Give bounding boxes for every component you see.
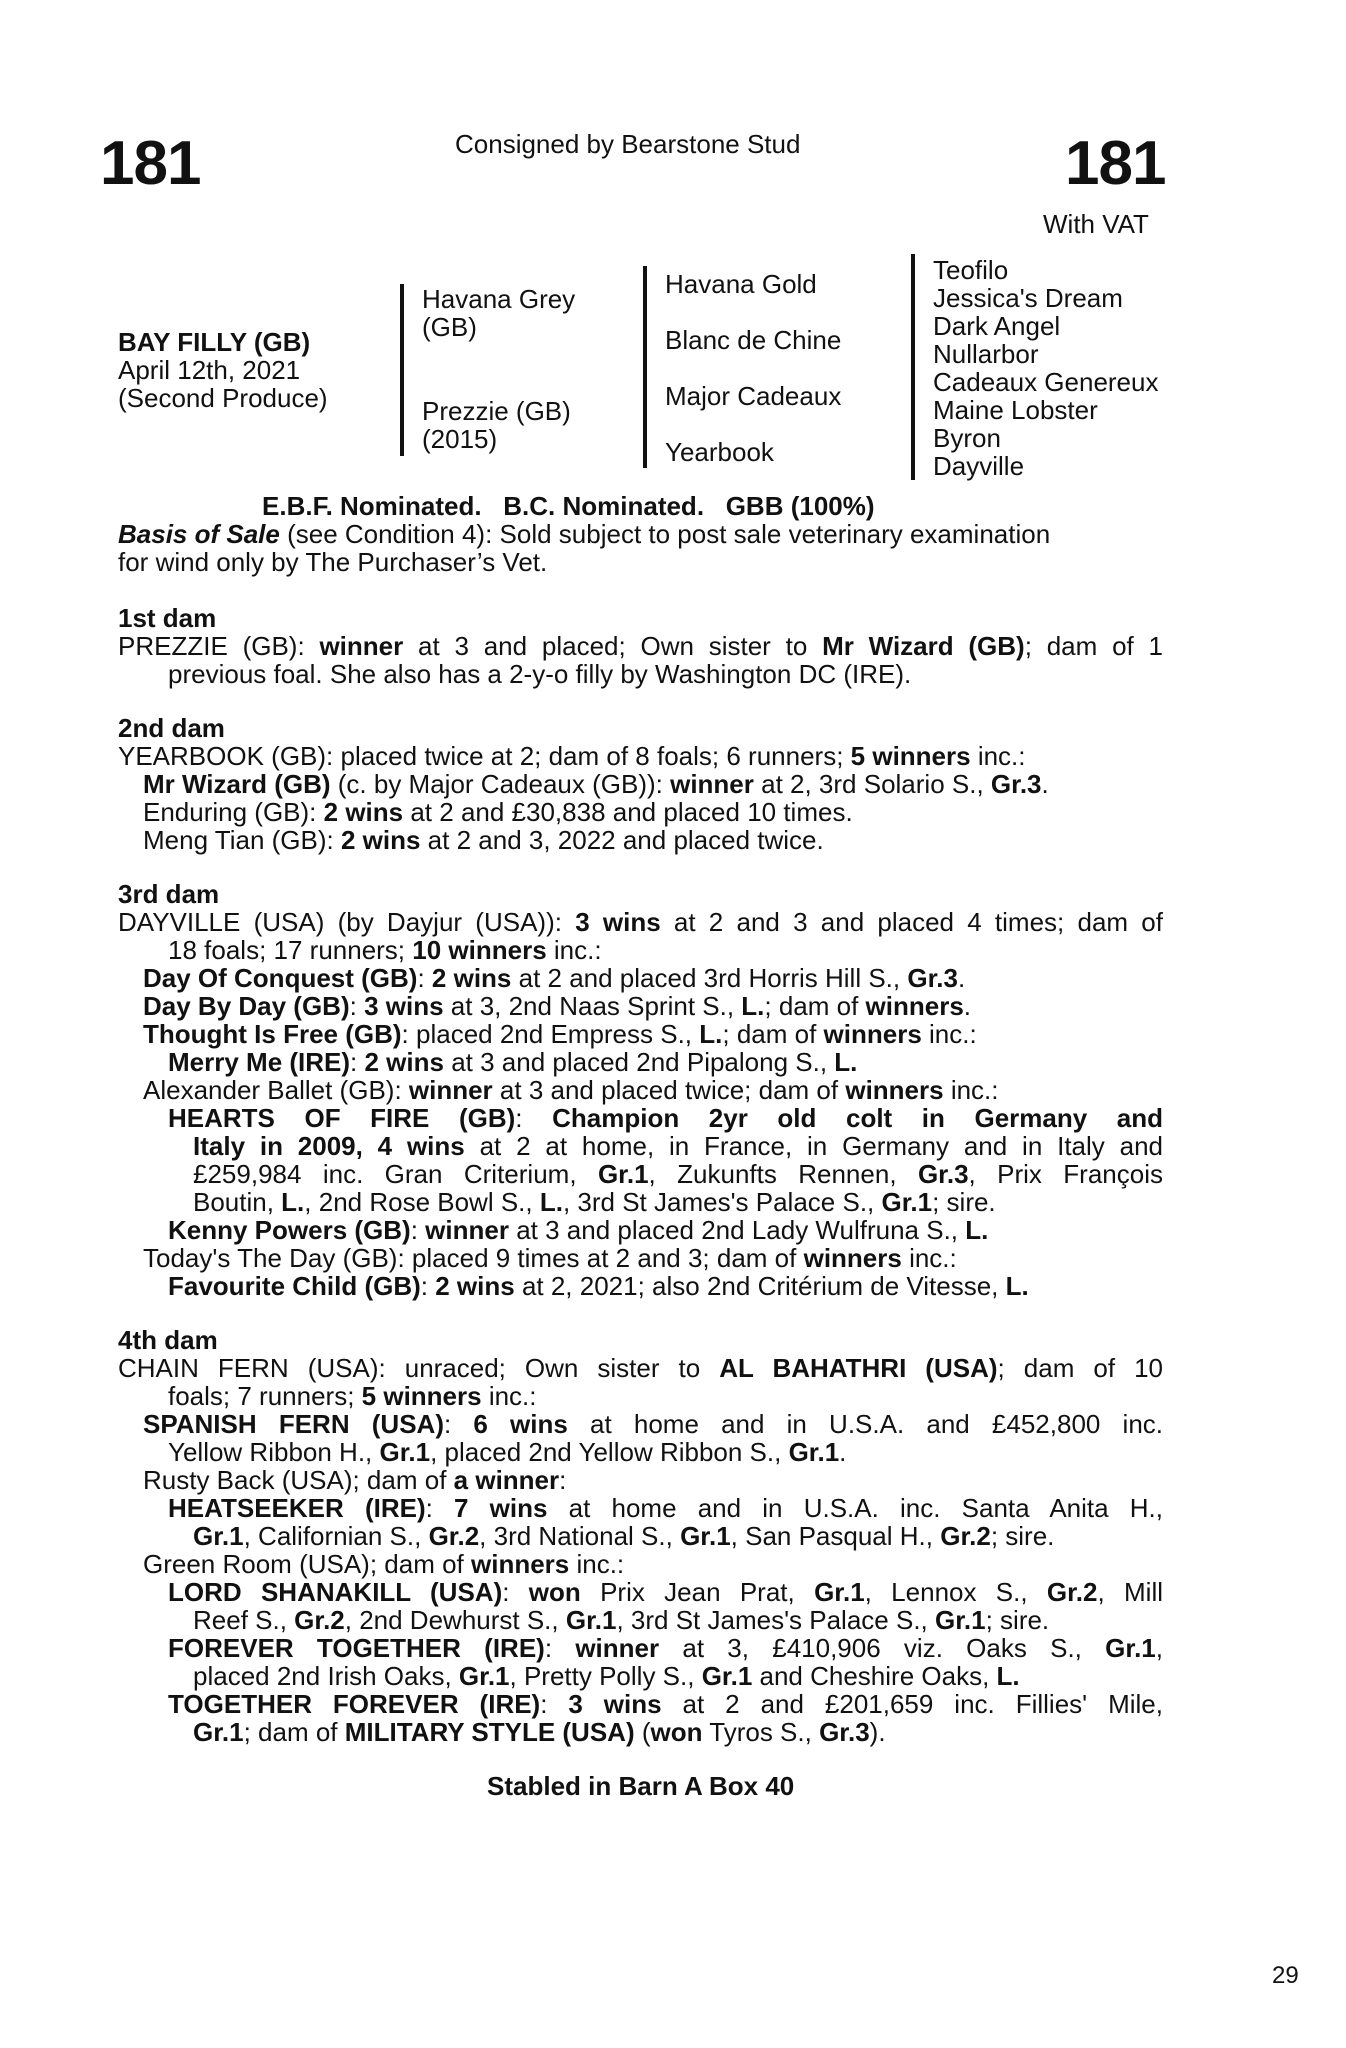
basis-label: Basis of Sale	[118, 519, 280, 549]
pedigree-divider-2	[643, 266, 647, 468]
third-dam-heading: 3rd dam	[118, 879, 220, 909]
basis-of-sale: Basis of Sale (see Condition 4): Sold subject to post sale veterinary examination for wind only by The Purchaser’s Vet.	[118, 519, 1051, 577]
first-dam-section: 1st dam PREZZIE (GB): winner at 3 and placed; Own sister to Mr Wizard (GB); dam of 1 previous foal. She also has a 2-y-o filly by Washington DC (IRE).	[118, 603, 1163, 689]
gen3-3: Dark Angel	[933, 311, 1061, 341]
lot-number-right: 181	[1065, 129, 1166, 198]
fourth-dam-section: 4th dam CHAIN FERN (USA): unraced; Own sister to AL BAHATHRI (USA); dam of 10 foals; 7 runners; 5 winners inc.: SPANISH FERN (USA): 6 wins at home and in U.S.A. and £452,800 inc. Yellow Ribbon H., Gr.1, placed 2nd Yellow Ribbon S., Gr.1. Rusty Back (USA); dam of a winner: HEATSEEKER (IRE): 7 wins at home and in U.S.A. inc. Santa Anita H., Gr.1, Californian S., Gr.2, 3rd National S., Gr.1, San Pasqual H., Gr.2; sire. Green Room (USA); dam of winners inc.: LORD SHANAKILL (USA): won Prix Jean Prat, Gr.1, Lennox S., Gr.2, Mill Reef S., Gr.2, 2nd Dewhurst S., Gr.1, 3rd St James's Palace S., Gr.1; sire. FOREVER TOGETHER (IRE): winner at 3, £410,906 viz. Oaks S., Gr.1, placed 2nd Irish Oaks, Gr.1, Pretty Polly S., Gr.1 and Cheshire Oaks, L. TOGETHER FOREVER (IRE): 3 wins at 2 and £201,659 inc. Fillies' Mile, Gr.1; dam of MILITARY STYLE (USA) (won Tyros S., Gr.3).	[118, 1325, 1164, 1747]
gen3-2: Jessica's Dream	[933, 283, 1123, 313]
horse-description: BAY FILLY (GB)	[118, 327, 311, 357]
gen3-6: Maine Lobster	[933, 395, 1098, 425]
sire-sire: Havana Gold	[665, 269, 817, 299]
lot-number-left: 181	[100, 129, 201, 198]
gen3-7: Byron	[933, 423, 1001, 453]
vat-status: With VAT	[1043, 209, 1149, 239]
second-dam-heading: 2nd dam	[118, 713, 225, 743]
fourth-dam-heading: 4th dam	[118, 1325, 218, 1355]
consignor: Consigned by Bearstone Stud	[455, 129, 801, 159]
third-dam-section: 3rd dam DAYVILLE (USA) (by Dayjur (USA)): 3 wins at 2 and 3 and placed 4 times; dam of 18 foals; 17 runners; 10 winners inc.: Day Of Conquest (GB): 2 wins at 2 and placed 3rd Horris Hill S., Gr.3. Day By Day (GB): 3 wins at 3, 2nd Naas Sprint S., L.; dam of winners. Thought Is Free (GB): placed 2nd Empress S., L.; dam of winners inc.: Merry Me (IRE): 2 wins at 3 and placed 2nd Pipalong S., L. Alexander Ballet (GB): winner at 3 and placed twice; dam of winners inc.: HEARTS OF FIRE (GB): Champion 2yr old colt in Germany and Italy in 2009, 4 wins at 2 at home, in France, in Germany and in Italy and £259,984 inc. Gran Criterium, Gr.1, Zukunfts Rennen, Gr.3, Prix François Boutin, L., 2nd Rose Bowl S., L., 3rd St James's Palace S., Gr.1; sire. Kenny Powers (GB): winner at 3 and placed 2nd Lady Wulfruna S., L. Today's The Day (GB): placed 9 times at 2 and 3; dam of winners inc.: Favourite Child (GB): 2 wins at 2, 2021; also 2nd Critérium de Vitesse, L.	[118, 879, 1164, 1301]
produce-note: (Second Produce)	[118, 383, 328, 413]
dam-year: (2015)	[422, 424, 498, 454]
sire-country: (GB)	[422, 312, 477, 342]
gen3-5: Cadeaux Genereux	[933, 367, 1159, 397]
foaling-date: April 12th, 2021	[118, 355, 301, 385]
sire-dam: Blanc de Chine	[665, 325, 842, 355]
page-number: 29	[1272, 1962, 1299, 1989]
gen3-8: Dayville	[933, 451, 1025, 481]
sire: Havana Grey	[422, 284, 576, 314]
gen3-1: Teofilo	[933, 255, 1009, 285]
stabling-info: Stabled in Barn A Box 40	[487, 1771, 795, 1801]
pedigree-divider-1	[400, 284, 404, 456]
second-dam-section: 2nd dam YEARBOOK (GB): placed twice at 2; dam of 8 foals; 6 runners; 5 winners inc.: Mr Wizard (GB) (c. by Major Cadeaux (GB)): winner at 2, 3rd Solario S., Gr.3. Enduring (GB): 2 wins at 2 and £30,838 and placed 10 times. Meng Tian (GB): 2 wins at 2 and 3, 2022 and placed twice.	[118, 714, 1163, 854]
pedigree-divider-3	[911, 254, 915, 480]
dam-sire: Major Cadeaux	[665, 381, 842, 411]
nominations: E.B.F. Nominated. B.C. Nominated. GBB (100%)	[262, 491, 875, 521]
gen3-4: Nullarbor	[933, 339, 1039, 369]
dam: Prezzie (GB)	[422, 396, 571, 426]
dam-dam: Yearbook	[665, 437, 774, 467]
first-dam-heading: 1st dam	[118, 603, 217, 633]
